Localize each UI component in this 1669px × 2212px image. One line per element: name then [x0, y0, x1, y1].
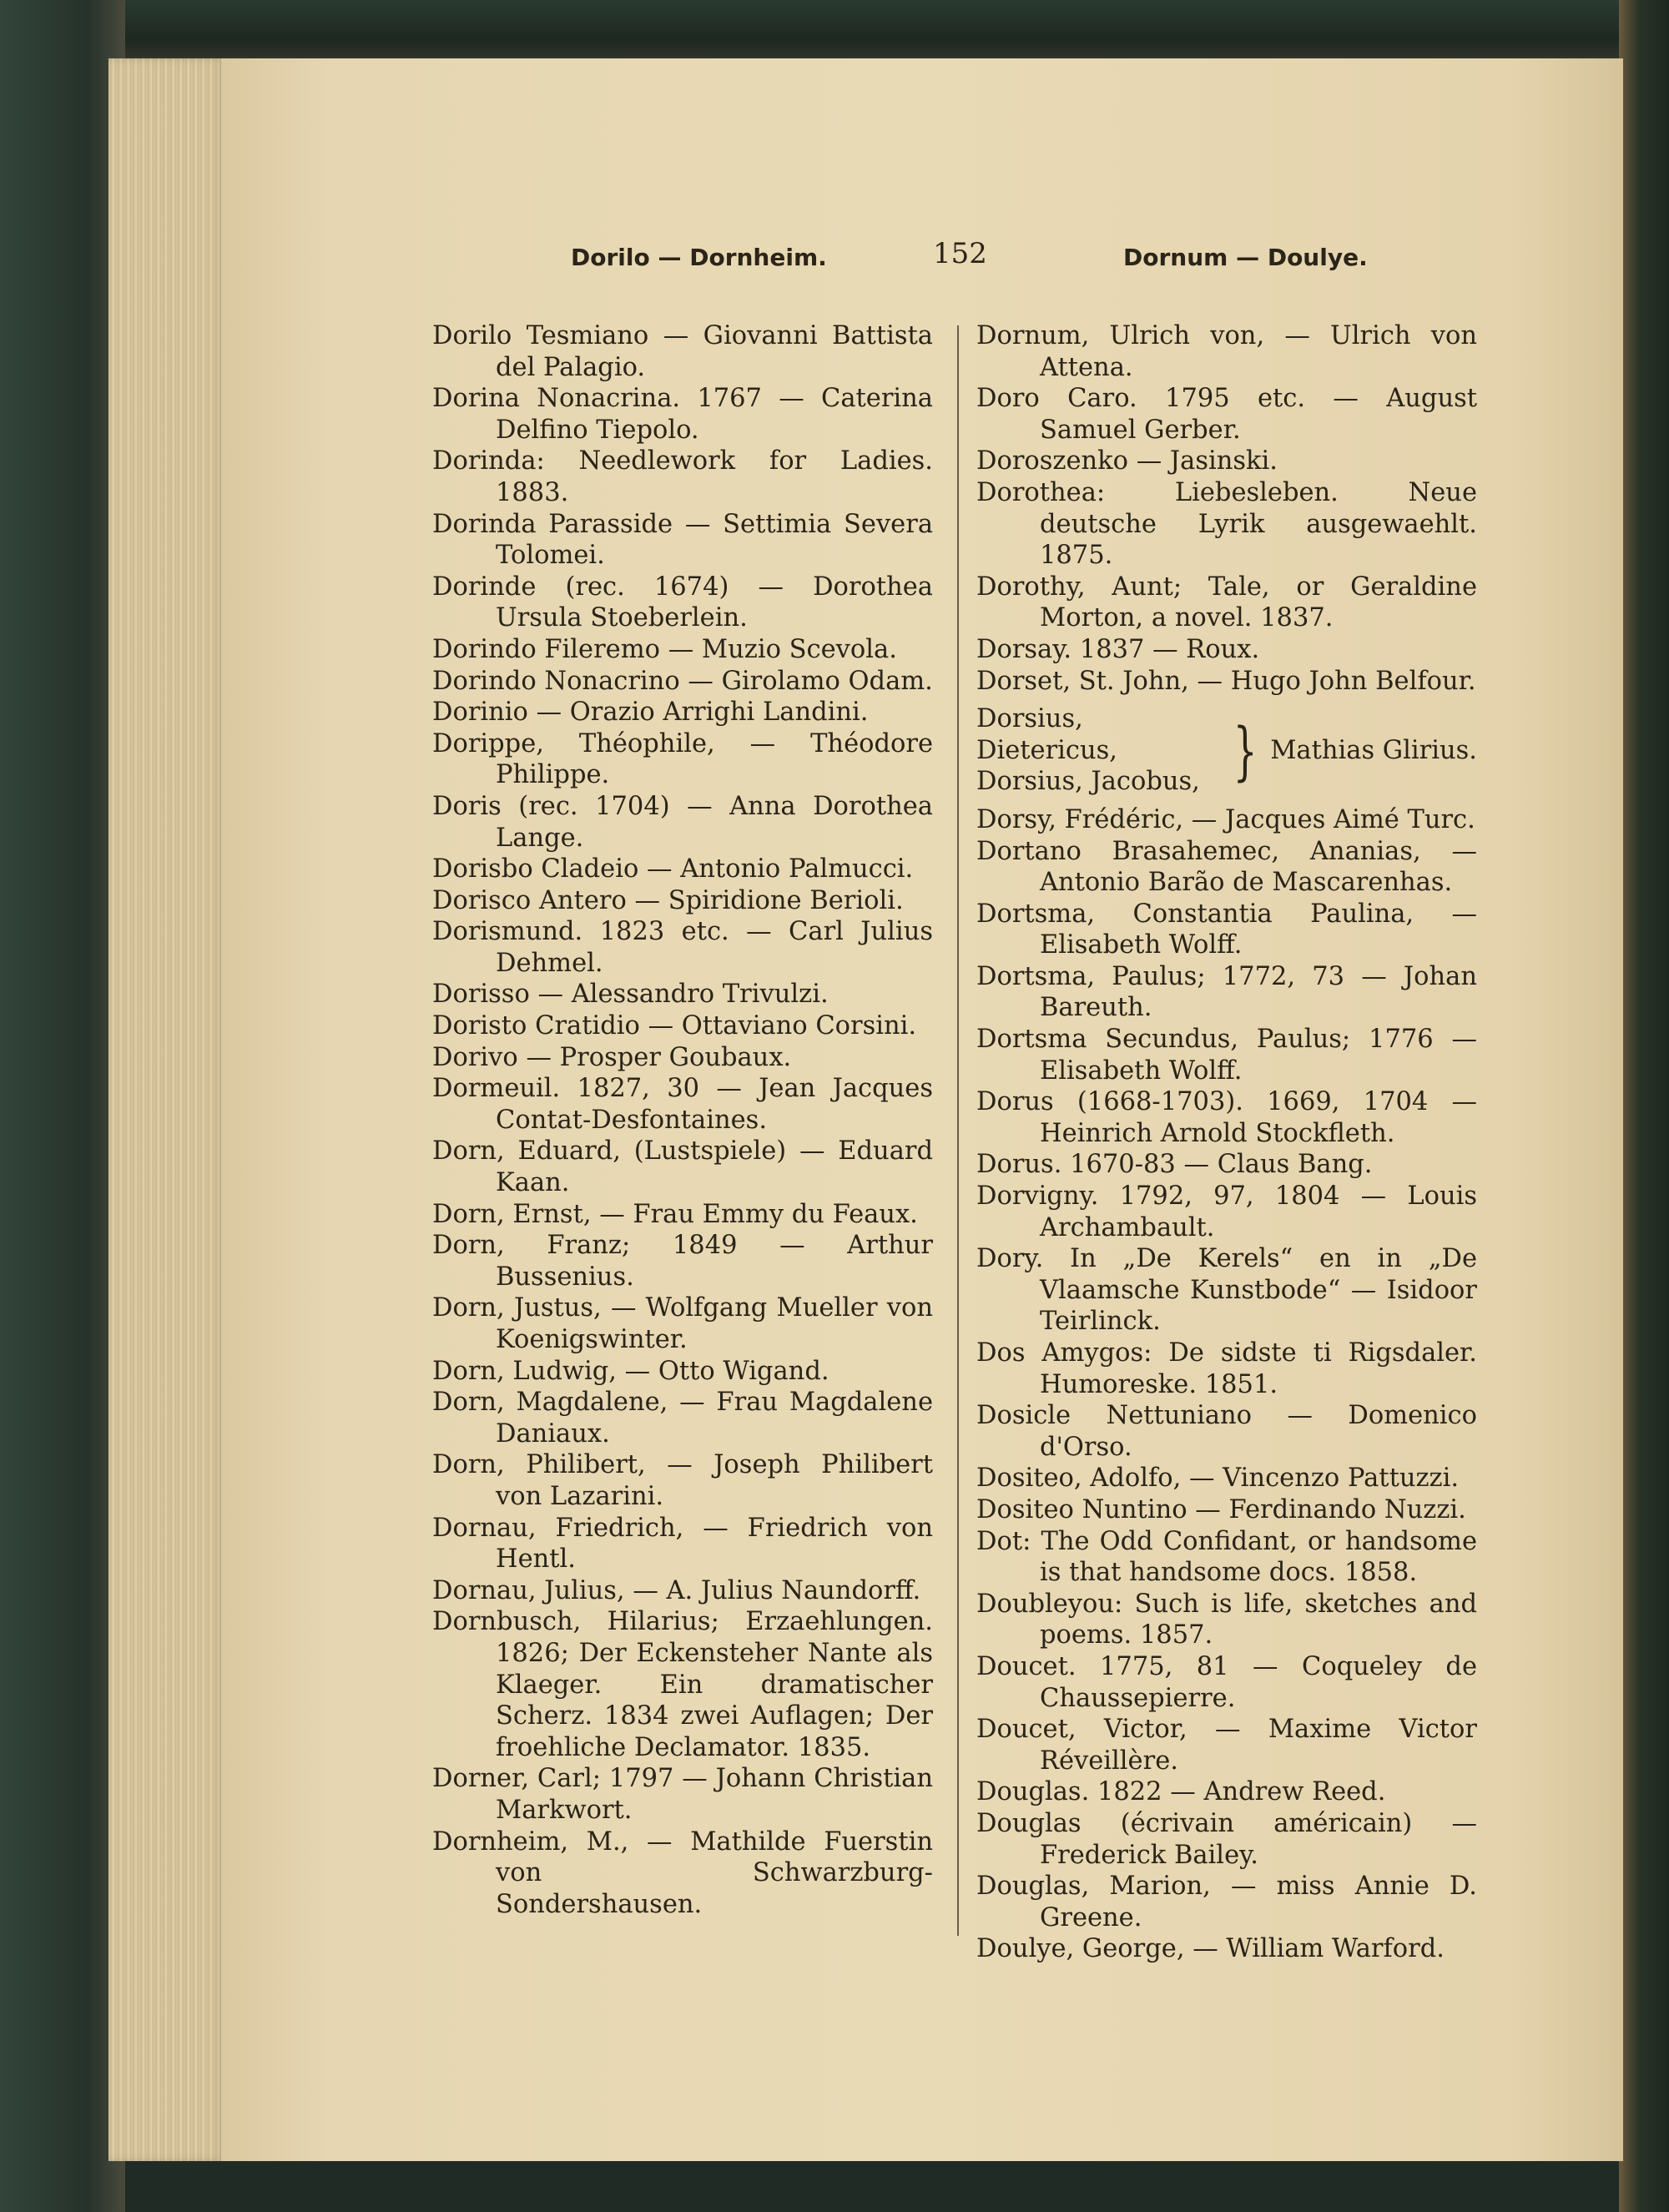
brace-entry	[976, 703, 1477, 798]
index-entry: Dorina Nonacrina. 1767 — Caterina Delfino Tiepolo.	[432, 384, 933, 445]
index-entry: Dornheim, M., — Mathilde Fuerstin von Schwarzburg-Sondershausen.	[432, 1827, 933, 1919]
index-entry: Dorisso — Alessandro Trivulzi.	[432, 980, 829, 1010]
index-entry: Dorsy, Frédéric, — Jacques Aimé Turc.	[976, 804, 1475, 834]
index-entry: Dorus (1668-1703). 1669, 1704 — Heinrich Arnold Stockfleth.	[976, 1087, 1477, 1148]
index-entry: Dortsma, Paulus; 1772, 73 — Johan Bareuth.	[976, 961, 1477, 1023]
index-entry: Dorn, Justus, — Wolfgang Mueller von Koenigswinter.	[432, 1293, 933, 1354]
index-entry: Dosicle Nettuniano — Domenico d'Orso.	[976, 1401, 1477, 1462]
index-entry: Dorinio — Orazio Arrighi Landini.	[432, 698, 869, 728]
index-entry: Dorisbo Cladeio — Antonio Palmucci.	[432, 854, 914, 884]
brace-entry-name: Dorsius, Jacobus,	[976, 767, 1200, 797]
column-divider	[957, 325, 959, 1936]
index-entry: Dorn, Franz; 1849 — Arthur Bussenius.	[432, 1231, 933, 1292]
index-entry: Dorn, Eduard, (Lustspiele) — Eduard Kaan.	[432, 1136, 933, 1198]
index-entry: Dorindo Nonacrino — Girolamo Odam.	[432, 666, 933, 696]
index-entry: Dorset, St. John, — Hugo John Belfour.	[976, 666, 1476, 696]
index-entry: Dorilo Tesmiano — Giovanni Battista del Palagio.	[432, 321, 933, 382]
index-entry: Dorinda: Needlework for Ladies. 1883.	[432, 446, 933, 507]
page-number: 152	[933, 237, 987, 270]
index-entry: Dormeuil. 1827, 30 — Jean Jacques Contat-Desfontaines.	[432, 1074, 933, 1135]
index-entry: Dorn, Ernst, — Frau Emmy du Feaux.	[432, 1199, 918, 1229]
index-entry: Dorner, Carl; 1797 — Johann Christian Markwort.	[432, 1764, 933, 1825]
brace-entry-name: Dorsius, Dietericus,	[976, 704, 1117, 765]
index-entry: Dorothea: Liebesleben. Neue deutsche Lyrik ausgewaehlt. 1875.	[976, 477, 1477, 571]
index-entry: Dorinde (rec. 1674) — Dorothea Ursula Stoeberlein.	[432, 572, 933, 633]
page-edges	[108, 58, 225, 2161]
index-entry: Dortsma Secundus, Paulus; 1776 — Elisabeth Wolff.	[976, 1025, 1477, 1086]
index-entry: Dory. In „De Kerels“ en in „De Vlaamsche Kunstbode“ — Isidoor Teirlinck.	[976, 1244, 1477, 1337]
left-column	[432, 320, 933, 1920]
index-entry: Doris (rec. 1704) — Anna Dorothea Lange.	[432, 791, 933, 853]
index-entry: Doulye, George, — William Warford.	[976, 1934, 1445, 1964]
index-entry: Dorn, Philibert, — Joseph Philibert von Lazarini.	[432, 1450, 933, 1511]
index-entry: Dorindo Fileremo — Muzio Scevola.	[432, 634, 897, 664]
index-entry: Dorn, Ludwig, — Otto Wigand.	[432, 1356, 829, 1386]
index-entry: Douglas. 1822 — Andrew Reed.	[976, 1777, 1386, 1807]
index-entry: Doristo Cratidio — Ottaviano Corsini.	[432, 1011, 917, 1041]
brace-entry-target: Mathias Glirius.	[1270, 735, 1477, 765]
index-entry: Dorn, Magdalene, — Frau Magdalene Daniaux.	[432, 1388, 933, 1449]
index-entry: Douglas (écrivain américain) — Frederick Bailey.	[976, 1808, 1477, 1870]
index-entry: Doro Caro. 1795 etc. — August Samuel Gerber.	[976, 384, 1477, 445]
page-header	[0, 234, 1669, 284]
index-entry: Dorismund. 1823 etc. — Carl Julius Dehmel.	[432, 917, 933, 978]
index-entry: Dorisco Antero — Spiridione Berioli.	[432, 885, 904, 915]
index-entry: Dornum, Ulrich von, — Ulrich von Attena.	[976, 321, 1477, 382]
index-entry: Dortano Brasahemec, Ananias, — Antonio Barão de Mascarenhas.	[976, 836, 1477, 898]
right-column	[976, 320, 1477, 1965]
right-column-entries-top	[976, 320, 1477, 697]
book-binding-left	[0, 0, 125, 2212]
index-entry: Dos Amygos: De sidste ti Rigsdaler. Humoreske. 1851.	[976, 1338, 1477, 1399]
index-entry: Doroszenko — Jasinski.	[976, 446, 1278, 476]
index-entry: Doubleyou: Such is life, sketches and poems. 1857.	[976, 1589, 1477, 1650]
index-entry: Dositeo, Adolfo, — Vincenzo Pattuzzi.	[976, 1464, 1460, 1494]
running-head-right: Dornum — Doulye.	[1123, 244, 1368, 271]
index-entry: Dornau, Julius, — A. Julius Naundorff.	[432, 1575, 921, 1605]
curly-brace-glyph: }	[1233, 713, 1258, 788]
index-entry: Dornbusch, Hilarius; Erzaehlungen. 1826; Der Eckensteher Nante als Klaeger. Ein dramatischer Scherz. 1834 zwei Auflagen; Der froehliche Declamator. 1835.	[432, 1607, 933, 1762]
book-binding-top	[0, 0, 1669, 67]
index-entry: Dorsay. 1837 — Roux.	[976, 634, 1260, 664]
brace-entry-names	[976, 703, 1222, 798]
book-binding-right	[1619, 0, 1669, 2212]
index-entry: Dot: The Odd Confidant, or handsome is that handsome docs. 1858.	[976, 1526, 1477, 1588]
index-entry: Dornau, Friedrich, — Friedrich von Hentl.	[432, 1513, 933, 1575]
index-entry: Dorivo — Prosper Goubaux.	[432, 1042, 792, 1072]
index-entry: Doucet. 1775, 81 — Coqueley de Chaussepierre.	[976, 1651, 1477, 1713]
index-entry: Doucet, Victor, — Maxime Victor Réveillère.	[976, 1715, 1477, 1776]
running-head-left: Dorilo — Dornheim.	[571, 244, 827, 271]
index-entry: Dorinda Parasside — Settimia Severa Tolomei.	[432, 509, 933, 571]
right-column-entries-bottom	[976, 804, 1477, 1965]
index-entry: Dorothy, Aunt; Tale, or Geraldine Morton, a novel. 1837.	[976, 572, 1477, 633]
index-entry: Douglas, Marion, — miss Annie D. Greene.	[976, 1872, 1477, 1932]
index-entry: Dorvigny. 1792, 97, 1804 — Louis Archambault.	[976, 1182, 1477, 1242]
index-entry: Dorus. 1670-83 — Claus Bang.	[976, 1150, 1373, 1180]
index-entry: Dorippe, Théophile, — Théodore Philippe.	[432, 728, 933, 790]
index-entry: Dortsma, Constantia Paulina, — Elisabeth Wolff.	[976, 899, 1477, 960]
index-entry: Dositeo Nuntino — Ferdinando Nuzzi.	[976, 1494, 1466, 1524]
